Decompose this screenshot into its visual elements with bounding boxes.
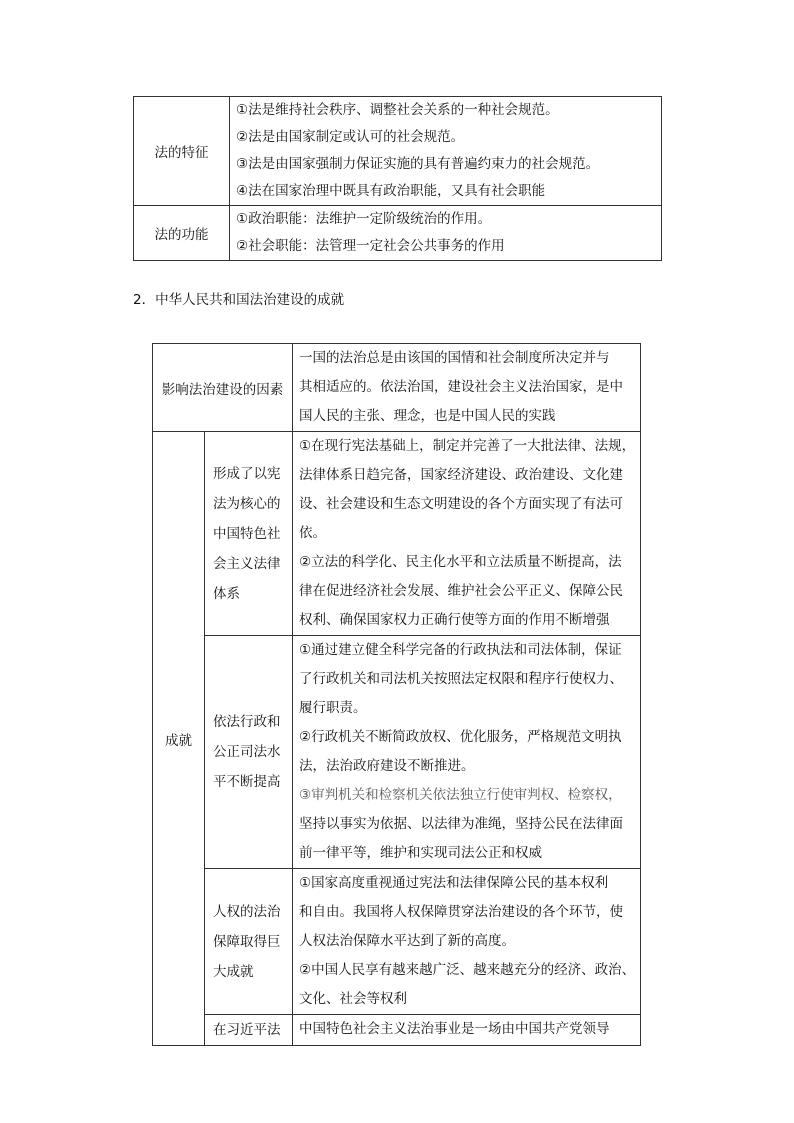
text-line: 体系 xyxy=(213,585,240,602)
row-label-features: 法的特征 xyxy=(134,97,230,206)
text-line: 了行政机关和司法机关按照法定权限和程序行使权力、 xyxy=(299,671,623,687)
text-line: 一国的法治总是由该国的国情和社会制度所决定并与 xyxy=(299,350,610,366)
text-line: 形成了以宪 xyxy=(213,465,281,482)
row-label-functions: 法的功能 xyxy=(134,206,230,261)
text-line: 中国特色社会主义法治事业是一场由中国共产党领导 xyxy=(299,1021,610,1037)
factor-content xyxy=(293,344,641,432)
rule-of-law-achievements-table xyxy=(152,343,641,1046)
text-line: 公正司法水 xyxy=(213,744,281,760)
subcategory-legal-system xyxy=(205,432,293,636)
text-line: 平不断提高 xyxy=(213,774,281,790)
text-line: ③审判机关和检察机关依法独立行使审判权、检察权， xyxy=(299,787,622,803)
text-line: 依法行政和 xyxy=(213,714,281,730)
text-line: 法，法治政府建设不断推进。 xyxy=(299,758,475,774)
law-features-table xyxy=(133,96,662,261)
row-content-features xyxy=(230,97,662,206)
text-line: 依。 xyxy=(299,525,326,541)
text-line: 文化、社会等权利 xyxy=(299,991,407,1007)
text-line: 会主义法律 xyxy=(213,555,281,572)
content-xi-thought xyxy=(293,1015,641,1046)
table-row-administration-justice xyxy=(153,636,641,869)
content-legal-system xyxy=(293,432,641,636)
text-line: 人权的法治 xyxy=(213,903,281,920)
text-line: 前一律平等，维护和实现司法公正和权威 xyxy=(299,845,542,861)
text-line: ②中国人民享有越来越广泛、越来越充分的经济、政治、 xyxy=(299,962,636,978)
text-line: ①国家高度重视通过宪法和法律保障公民的基本权利 xyxy=(299,875,609,891)
text-line: 律在促进经济社会发展、维护社会公平正义、保障公民 xyxy=(299,583,623,599)
text-line: 其相适应的。依法治国，建设社会主义法治国家，是中 xyxy=(299,379,623,395)
text-line: ①政治职能：法维护一定阶级统治的作用。 xyxy=(236,211,492,227)
text-line: ③法是由国家强制力保证实施的具有普遍约束力的社会规范。 xyxy=(236,156,600,172)
text-line: ①法是维持社会秩序、调整社会关系的一种社会规范。 xyxy=(236,102,559,118)
text-line: ②社会职能：法管理一定社会公共事务的作用 xyxy=(236,238,505,254)
text-line: 设、社会建设和生态文明建设的各个方面实现了有法可 xyxy=(299,496,623,512)
text-line: ①通过建立健全科学完备的行政执法和司法体制，保证 xyxy=(299,642,622,658)
text-line: ②立法的科学化、民主化水平和立法质量不断提高，法 xyxy=(299,554,622,570)
text-line: ②法是由国家制定或认可的社会规范。 xyxy=(236,129,465,145)
achievement-label: 成就 xyxy=(153,432,205,1046)
table-row-features xyxy=(134,97,662,206)
subcategory-human-rights xyxy=(205,869,293,1015)
text-line: 法律体系日趋完备，国家经济建设、政治建设、文化建 xyxy=(299,467,623,483)
table-row-human-rights xyxy=(153,869,641,1015)
text-line: 国人民的主张、理念，也是中国人民的实践 xyxy=(299,408,556,424)
text-line: 在习近平法 xyxy=(213,1022,281,1038)
table-row-functions xyxy=(134,206,662,261)
factor-label: 影响法治建设的因素 xyxy=(153,344,293,432)
text-line: 保障取得巨 xyxy=(213,933,281,950)
content-human-rights xyxy=(293,869,641,1015)
subcategory-administration-justice xyxy=(205,636,293,869)
text-line: 坚持以事实为依据、以法律为准绳，坚持公民在法律面 xyxy=(299,816,623,832)
section-heading: 2．中华人民共和国法治建设的成就 xyxy=(133,292,345,308)
text-line: 大成就 xyxy=(213,963,254,980)
text-line: 法为核心的 xyxy=(213,495,281,512)
text-line: 中国特色社 xyxy=(213,525,281,542)
text-line: 和自由。我国将人权保障贯穿法治建设的各个环节，使 xyxy=(299,904,623,920)
text-line: 权利、确保国家权力正确行使等方面的作用不断增强 xyxy=(299,612,610,628)
table-row-factor xyxy=(153,344,641,432)
text-line: ②行政机关不断简政放权、优化服务，严格规范文明执 xyxy=(299,729,622,745)
subcategory-xi-thought xyxy=(205,1015,293,1046)
content-administration-justice xyxy=(293,636,641,869)
text-line: ④法在国家治理中既具有政治职能，又具有社会职能 xyxy=(236,183,546,199)
text-line: ①在现行宪法基础上，制定并完善了一大批法律、法规， xyxy=(299,438,636,454)
text-line: 人权法治保障水平达到了新的高度。 xyxy=(299,933,515,949)
table-row-xi-thought xyxy=(153,1015,641,1046)
table-row-legal-system xyxy=(153,432,641,636)
row-content-functions xyxy=(230,206,662,261)
text-line: 履行职责。 xyxy=(299,700,367,716)
